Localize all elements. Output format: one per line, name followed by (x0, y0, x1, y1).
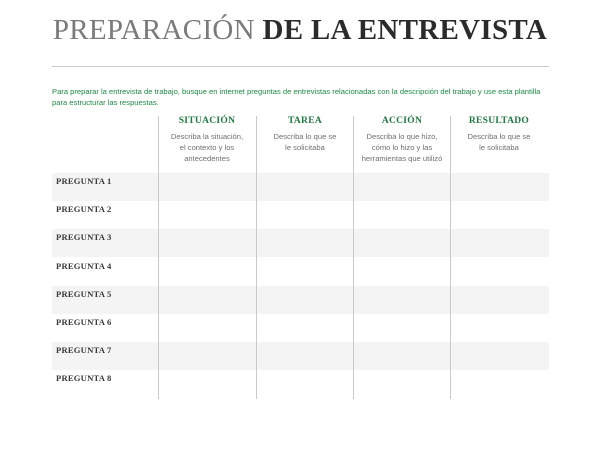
column-description: Describa lo que se le solicitaba (273, 132, 337, 152)
column-heading: SITUACIÓN (178, 116, 236, 126)
column-heading: ACCIÓN (381, 116, 423, 126)
row-label-3: PREGUNTA 3 (56, 232, 112, 242)
row-label-2: PREGUNTA 2 (56, 204, 112, 214)
row-band-3 (52, 229, 549, 257)
column-divider-2 (256, 116, 257, 399)
column-heading: TAREA (287, 116, 323, 126)
column-divider-3 (353, 116, 354, 399)
column-description: Describa la situación, el contexto y los antecedentes (170, 132, 244, 163)
page-title (0, 14, 600, 47)
column-heading: RESULTADO (468, 116, 530, 126)
column-header-situacion (159, 116, 255, 164)
row-label-8: PREGUNTA 8 (56, 373, 112, 383)
row-band-5 (52, 286, 549, 314)
column-description: Describa lo que se le solicitaba (467, 132, 531, 152)
title-divider (52, 66, 549, 67)
column-divider-1 (158, 116, 159, 399)
row-band-7 (52, 342, 549, 370)
column-header-resultado (451, 116, 547, 153)
column-description: Describa lo que hizo, cómo lo hizo y las herramientas que utilizó (361, 132, 443, 163)
row-label-4: PREGUNTA 4 (56, 261, 112, 271)
row-label-5: PREGUNTA 5 (56, 289, 112, 299)
title-light: PREPARACIÓN (52, 14, 255, 46)
title-bold: DE LA ENTREVISTA (262, 14, 548, 46)
intro-text: Para preparar la entrevista de trabajo, busque en internet preguntas de entrevistas relacionadas con la descripción del trabajo y use esta plantilla para estructurar las respuestas. (52, 87, 541, 107)
row-label-6: PREGUNTA 6 (56, 317, 112, 327)
row-band-1 (52, 173, 549, 201)
column-header-tarea (257, 116, 353, 153)
column-header-accion (354, 116, 450, 164)
row-label-1: PREGUNTA 1 (56, 176, 112, 186)
row-label-7: PREGUNTA 7 (56, 345, 112, 355)
column-divider-4 (450, 116, 451, 399)
